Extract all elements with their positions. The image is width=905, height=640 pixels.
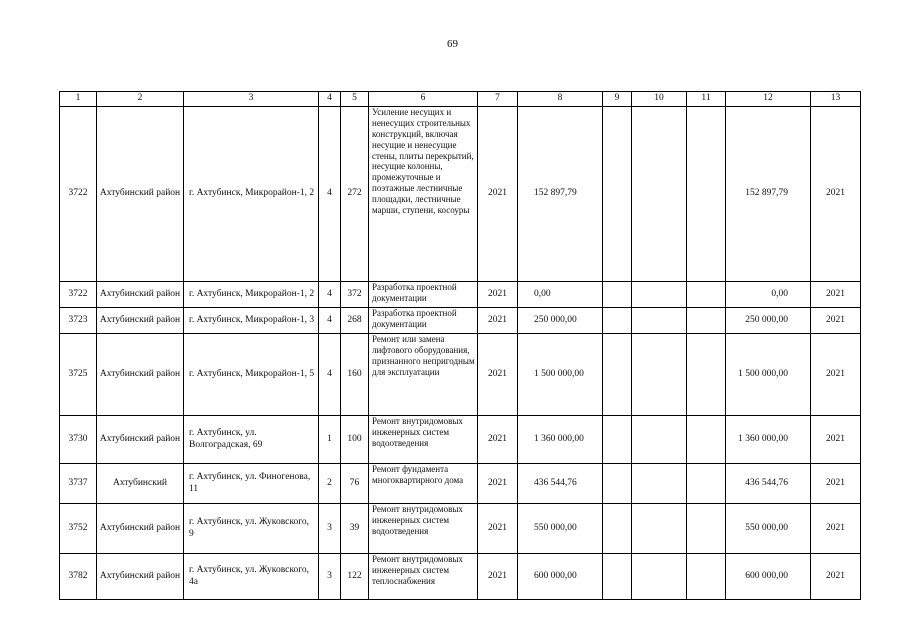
cell-col-12: 1 500 000,00 bbox=[726, 334, 811, 416]
cell-col-5: 100 bbox=[341, 416, 369, 464]
cell-col-12: 600 000,00 bbox=[726, 554, 811, 600]
cell-col-11 bbox=[687, 504, 726, 554]
cell-col-2: Ахтубинский район bbox=[97, 282, 184, 308]
cell-col-4: 4 bbox=[319, 107, 341, 282]
cell-col-11 bbox=[687, 464, 726, 504]
cell-col-1: 3722 bbox=[60, 282, 97, 308]
cell-col-9 bbox=[603, 308, 632, 334]
cell-col-7: 2021 bbox=[478, 107, 518, 282]
cell-col-8: 250 000,00 bbox=[518, 308, 603, 334]
cell-col-8: 0,00 bbox=[518, 282, 603, 308]
cell-col-9 bbox=[603, 464, 632, 504]
column-header-6: 6 bbox=[369, 92, 478, 107]
cell-col-11 bbox=[687, 308, 726, 334]
cell-col-12: 550 000,00 bbox=[726, 504, 811, 554]
cell-col-10 bbox=[632, 107, 687, 282]
cell-col-6: Ремонт фундамента многоквартирного дома bbox=[369, 464, 478, 504]
column-header-13: 13 bbox=[811, 92, 861, 107]
cell-col-1: 3723 bbox=[60, 308, 97, 334]
cell-col-10 bbox=[632, 308, 687, 334]
cell-col-10 bbox=[632, 554, 687, 600]
column-header-9: 9 bbox=[603, 92, 632, 107]
column-header-2: 2 bbox=[97, 92, 184, 107]
table-row bbox=[60, 282, 861, 308]
column-header-12: 12 bbox=[726, 92, 811, 107]
cell-col-9 bbox=[603, 282, 632, 308]
cell-col-2: Ахтубинский район bbox=[97, 308, 184, 334]
cell-col-12: 436 544,76 bbox=[726, 464, 811, 504]
column-header-11: 11 bbox=[687, 92, 726, 107]
cell-col-7: 2021 bbox=[478, 308, 518, 334]
column-header-7: 7 bbox=[478, 92, 518, 107]
cell-col-5: 76 bbox=[341, 464, 369, 504]
cell-col-10 bbox=[632, 504, 687, 554]
cell-col-2: Ахтубинский район bbox=[97, 504, 184, 554]
table-row bbox=[60, 504, 861, 554]
table-row bbox=[60, 554, 861, 600]
table-body bbox=[60, 92, 861, 600]
cell-col-7: 2021 bbox=[478, 282, 518, 308]
cell-col-4: 1 bbox=[319, 416, 341, 464]
cell-col-3: г. Ахтубинск, Микрорайон-1, 2 bbox=[184, 107, 319, 282]
cell-col-2: Ахтубинский bbox=[97, 464, 184, 504]
cell-col-3: г. Ахтубинск, ул. Волгоградская, 69 bbox=[184, 416, 319, 464]
cell-col-3: г. Ахтубинск, Микрорайон-1, 3 bbox=[184, 308, 319, 334]
table-row bbox=[60, 334, 861, 416]
page-number: 69 bbox=[447, 38, 458, 50]
column-header-4: 4 bbox=[319, 92, 341, 107]
cell-col-4: 4 bbox=[319, 282, 341, 308]
cell-col-6: Разработка проектной документации bbox=[369, 282, 478, 308]
cell-col-4: 3 bbox=[319, 554, 341, 600]
table-row bbox=[60, 464, 861, 504]
cell-col-10 bbox=[632, 464, 687, 504]
cell-col-13: 2021 bbox=[811, 308, 861, 334]
cell-col-13: 2021 bbox=[811, 282, 861, 308]
cell-col-8: 550 000,00 bbox=[518, 504, 603, 554]
cell-col-3: г. Ахтубинск, ул. Жуковского, 9 bbox=[184, 504, 319, 554]
cell-col-3: г. Ахтубинск, Микрорайон-1, 2 bbox=[184, 282, 319, 308]
header-row bbox=[60, 92, 861, 107]
cell-col-9 bbox=[603, 554, 632, 600]
cell-col-11 bbox=[687, 416, 726, 464]
cell-col-12: 1 360 000,00 bbox=[726, 416, 811, 464]
cell-col-3: г. Ахтубинск, ул. Финогенова, 11 bbox=[184, 464, 319, 504]
data-table bbox=[59, 91, 861, 600]
cell-col-8: 436 544,76 bbox=[518, 464, 603, 504]
cell-col-1: 3737 bbox=[60, 464, 97, 504]
column-header-8: 8 bbox=[518, 92, 603, 107]
cell-col-13: 2021 bbox=[811, 554, 861, 600]
cell-col-4: 4 bbox=[319, 308, 341, 334]
cell-col-9 bbox=[603, 334, 632, 416]
cell-col-13: 2021 bbox=[811, 334, 861, 416]
cell-col-4: 4 bbox=[319, 334, 341, 416]
cell-col-10 bbox=[632, 334, 687, 416]
column-header-3: 3 bbox=[184, 92, 319, 107]
cell-col-10 bbox=[632, 416, 687, 464]
cell-col-1: 3730 bbox=[60, 416, 97, 464]
table-row bbox=[60, 416, 861, 464]
cell-col-9 bbox=[603, 416, 632, 464]
column-header-10: 10 bbox=[632, 92, 687, 107]
cell-col-6: Ремонт внутридомовых инженерных систем теплоснабжения bbox=[369, 554, 478, 600]
cell-col-5: 160 bbox=[341, 334, 369, 416]
cell-col-7: 2021 bbox=[478, 416, 518, 464]
cell-col-12: 250 000,00 bbox=[726, 308, 811, 334]
cell-col-1: 3725 bbox=[60, 334, 97, 416]
cell-col-11 bbox=[687, 107, 726, 282]
cell-col-13: 2021 bbox=[811, 107, 861, 282]
cell-col-2: Ахтубинский район bbox=[97, 554, 184, 600]
cell-col-8: 600 000,00 bbox=[518, 554, 603, 600]
cell-col-4: 3 bbox=[319, 504, 341, 554]
cell-col-6: Ремонт внутридомовых инженерных систем водоотведения bbox=[369, 504, 478, 554]
cell-col-5: 272 bbox=[341, 107, 369, 282]
cell-col-12: 152 897,79 bbox=[726, 107, 811, 282]
column-header-1: 1 bbox=[60, 92, 97, 107]
cell-col-2: Ахтубинский район bbox=[97, 334, 184, 416]
cell-col-5: 122 bbox=[341, 554, 369, 600]
table-row bbox=[60, 308, 861, 334]
cell-col-13: 2021 bbox=[811, 464, 861, 504]
cell-col-3: г. Ахтубинск, Микрорайон-1, 5 bbox=[184, 334, 319, 416]
cell-col-7: 2021 bbox=[478, 464, 518, 504]
cell-col-13: 2021 bbox=[811, 504, 861, 554]
cell-col-1: 3752 bbox=[60, 504, 97, 554]
cell-col-2: Ахтубинский район bbox=[97, 416, 184, 464]
cell-col-9 bbox=[603, 504, 632, 554]
cell-col-9 bbox=[603, 107, 632, 282]
cell-col-1: 3782 bbox=[60, 554, 97, 600]
cell-col-7: 2021 bbox=[478, 504, 518, 554]
cell-col-3: г. Ахтубинск, ул. Жуковского, 4а bbox=[184, 554, 319, 600]
cell-col-8: 1 500 000,00 bbox=[518, 334, 603, 416]
cell-col-10 bbox=[632, 282, 687, 308]
cell-col-6: Усиление несущих и ненесущих строительных конструкций, включая несущие и ненесущие стены, плиты перекрытий, несущие колонны, промежуточные и поэтажные лестничные площадки, лестничные марши, ступени, косоуры bbox=[369, 107, 478, 282]
cell-col-6: Ремонт внутридомовых инженерных систем водоотведения bbox=[369, 416, 478, 464]
cell-col-11 bbox=[687, 282, 726, 308]
cell-col-5: 372 bbox=[341, 282, 369, 308]
cell-col-2: Ахтубинский район bbox=[97, 107, 184, 282]
cell-col-5: 268 bbox=[341, 308, 369, 334]
cell-col-1: 3722 bbox=[60, 107, 97, 282]
cell-col-8: 152 897,79 bbox=[518, 107, 603, 282]
table-row bbox=[60, 107, 861, 282]
cell-col-11 bbox=[687, 554, 726, 600]
column-header-5: 5 bbox=[341, 92, 369, 107]
cell-col-5: 39 bbox=[341, 504, 369, 554]
cell-col-4: 2 bbox=[319, 464, 341, 504]
cell-col-6: Ремонт или замена лифтового оборудования, признанного непригодным для эксплуатации bbox=[369, 334, 478, 416]
cell-col-7: 2021 bbox=[478, 554, 518, 600]
cell-col-12: 0,00 bbox=[726, 282, 811, 308]
cell-col-6: Разработка проектной документации bbox=[369, 308, 478, 334]
cell-col-11 bbox=[687, 334, 726, 416]
cell-col-13: 2021 bbox=[811, 416, 861, 464]
cell-col-8: 1 360 000,00 bbox=[518, 416, 603, 464]
cell-col-7: 2021 bbox=[478, 334, 518, 416]
